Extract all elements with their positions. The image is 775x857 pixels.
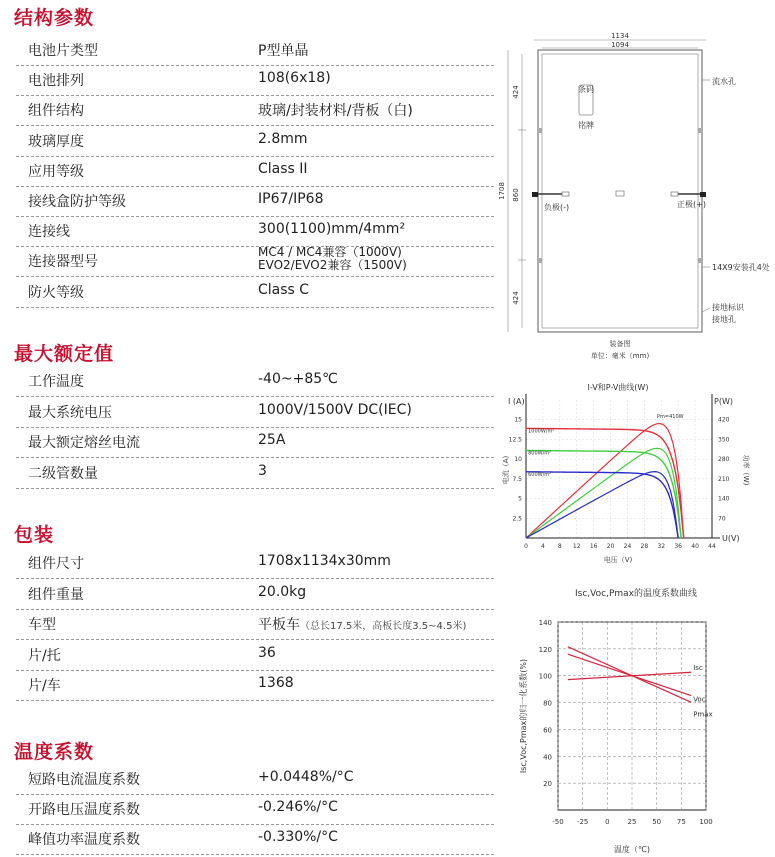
tc-y-tick: 100 <box>538 672 552 681</box>
ratings-row-value <box>258 463 267 479</box>
temperature-row-label: 峰值功率温度系数 <box>28 832 140 848</box>
ratings-row-value-text: 25A <box>258 432 286 448</box>
structure-row <box>16 217 494 247</box>
structure-row-value-text: 玻璃/封装材料/背板（白) <box>258 103 413 120</box>
tc-y-tick: 40 <box>543 753 552 762</box>
packing-row <box>16 580 494 610</box>
structure-row-value-text: IP67/IP68 <box>258 191 324 207</box>
structure-row-value-text: Class II <box>258 160 308 177</box>
iv-y-axis-label: I (A) <box>508 397 525 406</box>
structure-row-label: 应用等级 <box>28 163 84 180</box>
ratings-row-label: 最大系统电压 <box>28 404 112 421</box>
packing-row-value <box>258 675 294 691</box>
structure-row-value <box>258 246 407 272</box>
ratings-row <box>16 367 494 397</box>
temperature-row <box>16 825 494 855</box>
iv-series-label: 600W/m² <box>528 471 552 478</box>
temperature-row-value <box>258 799 338 815</box>
iv-x-tick: 40 <box>691 543 699 550</box>
structure-row-label: 电池片类型 <box>28 43 98 59</box>
section-title-ratings: 最大额定值 <box>14 343 115 365</box>
packing-row-label: 组件尺寸 <box>28 556 84 572</box>
packing-row-value-text: 36 <box>258 644 276 661</box>
packing-row <box>16 610 494 640</box>
nameplate-label: 铭牌 <box>578 121 594 130</box>
structure-row-value <box>258 191 324 207</box>
tc-y-tick: 60 <box>543 726 552 735</box>
ratings-row-value <box>258 371 338 387</box>
iv-x-tick: 12 <box>572 543 581 550</box>
section-title-structure: 结构参数 <box>14 7 95 29</box>
packing-row-value-text: 20.0kg <box>258 583 307 600</box>
temperature-row <box>16 795 494 825</box>
ratings-row-value <box>258 432 285 448</box>
packing-row-value-text: 1708x1134x30mm <box>258 553 391 569</box>
structure-row <box>16 127 494 157</box>
iv-y2-tick: 280 <box>718 456 730 464</box>
ratings-row <box>16 428 494 458</box>
iv-y-tick: 12.5 <box>508 436 522 444</box>
structure-row-value <box>258 282 309 298</box>
tc-x-tick: -25 <box>576 818 589 826</box>
structure-row <box>16 278 494 308</box>
packing-row-label: 车型 <box>28 617 56 633</box>
section-title-packing: 包装 <box>14 524 55 546</box>
ratings-row-value <box>258 402 412 418</box>
drain-hole-label: 流水孔 <box>712 77 736 86</box>
iv-x-tick: 4 <box>540 543 545 550</box>
iv-curve-0 <box>526 428 684 538</box>
structure-row-value <box>258 131 308 147</box>
packing-row-label: 片/车 <box>28 678 61 694</box>
structure-row-value-text: Class C <box>258 281 310 298</box>
dim-top: 424 <box>512 85 520 99</box>
iv-x-tick: 32 <box>657 543 666 550</box>
ratings-row-value-text: 1000V/1500V DC(IEC) <box>258 401 412 418</box>
tc-y-tick: 20 <box>543 780 552 789</box>
tc-x-tick: 0 <box>605 818 610 826</box>
temperature-row <box>16 765 494 795</box>
temperature-row-value-text: -0.246%/°C <box>258 799 338 815</box>
iv-y2-tick: 70 <box>718 515 726 523</box>
structure-row-label: 电池排列 <box>28 73 84 90</box>
iv-chart-title: I-V和P-V曲线(W) <box>587 383 649 392</box>
dim-height: 1708 <box>498 182 506 200</box>
structure-row-value <box>258 70 331 86</box>
iv-series-label: 1000W/m² <box>528 428 555 435</box>
ground-hole-label: 接地孔 <box>712 315 736 324</box>
tc-plot-frame <box>558 622 706 810</box>
dim-outer-width: 1134 <box>611 32 629 40</box>
mount-holes-label: 14X9安装孔4处 <box>712 263 770 272</box>
ground-mark-label: 接地标识 <box>712 303 744 312</box>
packing-row-note: （总长17.5米，高板长度3.5~4.5米) <box>300 621 467 632</box>
positive-label: 正极(+) <box>677 200 706 209</box>
tc-x-tick: -50 <box>552 818 564 826</box>
ratings-row-value-text: -40~+85℃ <box>258 371 338 387</box>
temp-coefficient-chart <box>506 580 771 857</box>
iv-x-tick: 16 <box>589 543 598 550</box>
iv-x-tick: 20 <box>606 543 615 550</box>
tc-y-tick: 140 <box>538 619 552 627</box>
tc-xlabel: 温度（℃) <box>613 845 651 854</box>
structure-row <box>16 66 494 96</box>
iv-pmax-label: Pm=410W <box>657 414 684 421</box>
tc-y-tick: 120 <box>538 645 552 654</box>
iv-x-tick: 44 <box>708 543 716 550</box>
dim-middle: 860 <box>512 188 520 202</box>
packing-row-value-text: 1368 <box>258 675 294 691</box>
tc-x-tick: 50 <box>652 818 662 826</box>
iv-y-tick: 15 <box>514 416 522 424</box>
structure-row-value <box>258 100 413 120</box>
packing-row-label: 组件重量 <box>28 586 84 603</box>
tc-x-tick: 100 <box>699 818 713 826</box>
iv-y-tick: 5 <box>518 495 522 503</box>
structure-row-label: 防火等级 <box>28 284 84 301</box>
barcode-label: 条码 <box>578 85 594 94</box>
iv-x-tick: 24 <box>623 543 632 550</box>
temperature-row-value-text: -0.330%/°C <box>258 829 338 845</box>
iv-ylabel: 电流（A) <box>502 455 510 485</box>
structure-row <box>16 96 494 126</box>
ratings-row <box>16 398 494 428</box>
section-title-temperature: 温度系数 <box>14 741 95 763</box>
ratings-row-value-text: 3 <box>258 462 267 479</box>
packing-row-value-text: 平板车 <box>258 617 300 633</box>
drawing-unit: 单位：毫米（mm) <box>590 352 650 360</box>
structure-row-value-text: P型单晶 <box>258 43 309 59</box>
iv-x-tick: 8 <box>557 543 562 550</box>
iv-y-tick: 10 <box>514 456 522 464</box>
structure-row-value-text: 108(6x18) <box>258 70 331 87</box>
module-drawing <box>496 30 771 365</box>
iv-x-tick: 0 <box>524 543 528 550</box>
tc-series-label: Pmax <box>693 710 713 719</box>
iv-y2-tick: 350 <box>718 436 730 444</box>
structure-row-label: 玻璃厚度 <box>28 133 84 150</box>
tc-series-label: Isc <box>693 664 703 673</box>
iv-x-tick: 28 <box>640 543 649 550</box>
dim-inner-width: 1094 <box>611 41 629 49</box>
structure-row-label: 连接器型号 <box>28 254 98 271</box>
packing-row-label: 片/托 <box>28 647 61 664</box>
iv-series-label: 800W/m² <box>528 450 552 457</box>
ratings-row-label: 工作温度 <box>28 374 84 390</box>
packing-row <box>16 549 494 579</box>
ratings-row <box>16 459 494 489</box>
iv-x-tick: 36 <box>674 543 683 550</box>
packing-row <box>16 641 494 671</box>
dim-bottom: 424 <box>512 291 520 305</box>
temperature-row-label: 开路电压温度系数 <box>28 802 140 818</box>
iv-y-tick: 2.5 <box>512 515 522 523</box>
iv-y2label: 功率（W) <box>742 454 750 486</box>
iv-y2-tick: 140 <box>718 495 730 503</box>
packing-row-value <box>258 584 306 600</box>
structure-row-value <box>258 161 308 177</box>
iv-xlabel: 电压（V) <box>603 556 633 564</box>
tc-series-label: Voc <box>693 695 706 704</box>
negative-label: 负极(-) <box>544 203 570 212</box>
structure-row <box>16 247 494 277</box>
tc-y-tick: 80 <box>543 699 552 708</box>
structure-row-value-text: 300(1100)mm/4mm² <box>258 221 406 238</box>
tc-line-pmax <box>568 647 691 702</box>
temperature-row-label: 短路电流温度系数 <box>28 772 140 788</box>
structure-row-value-line2: EVO2/EVO2兼容（1500V) <box>258 258 407 273</box>
drawing-caption: 装备图 <box>609 340 631 348</box>
iv-y2-tick: 210 <box>718 475 730 483</box>
structure-row-value <box>258 40 308 60</box>
temperature-row-value-text: +0.0448%/°C <box>258 769 354 785</box>
structure-row <box>16 157 494 187</box>
tc-x-tick: 25 <box>627 818 637 826</box>
structure-row <box>16 36 494 66</box>
structure-row-value-line1: MC4 / MC4兼容（1000V) <box>258 245 402 260</box>
tc-line-isc <box>568 672 691 679</box>
temperature-row-value <box>258 829 338 845</box>
temperature-row-value <box>258 769 354 785</box>
packing-row-value <box>258 645 276 661</box>
structure-row-value <box>258 221 405 237</box>
structure-row-label: 组件结构 <box>28 103 84 120</box>
structure-row-label: 连接线 <box>28 224 70 241</box>
structure-row <box>16 187 494 217</box>
iv-x-axis-label: U(V) <box>722 534 740 543</box>
ratings-row-label: 最大额定熔丝电流 <box>28 435 140 451</box>
packing-row-value <box>258 614 466 634</box>
tc-x-tick: 75 <box>676 818 686 826</box>
tc-chart-title: Isc,Voc,Pmax的温度系数曲线 <box>575 589 697 599</box>
ratings-row-label: 二级管数量 <box>28 465 98 482</box>
tc-ylabel: Isc,Voc,Pmax的归一化系数(%) <box>519 658 528 774</box>
structure-row-label: 接线盒防护等级 <box>28 194 126 210</box>
packing-row-value <box>258 553 391 569</box>
iv-y2-tick: 420 <box>718 416 730 424</box>
iv-y-tick: 7.5 <box>512 475 522 483</box>
packing-row <box>16 671 494 701</box>
iv-pv-chart <box>496 380 771 570</box>
iv-y2-axis-label: P(W) <box>714 397 733 406</box>
structure-row-value-text: 2.8mm <box>258 130 308 147</box>
